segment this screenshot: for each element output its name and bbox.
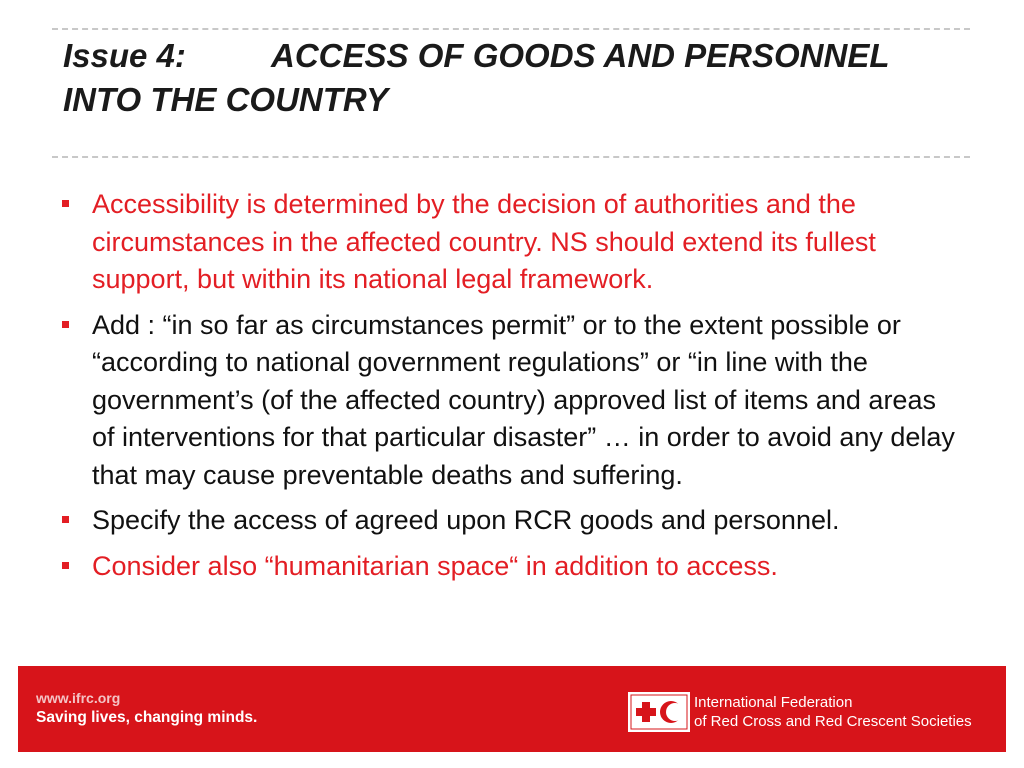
- title-divider: [52, 156, 970, 158]
- footer-url: www.ifrc.org: [36, 690, 121, 706]
- square-bullet-icon: [62, 516, 69, 523]
- organisation-name: [694, 693, 972, 731]
- bullet-text: Add : “in so far as circumstances permit” or to the extent possible or “according to national government regulations” or “in line with the government’s (of the affected country) approved list of items and areas of interventions for that particular disaster” … in order to avoid any delay that may cause preventable deaths and suffering.: [92, 309, 955, 490]
- bullet-item: [62, 502, 962, 540]
- title-issue-number: Issue 4:: [63, 37, 186, 74]
- bullet-item: [62, 186, 962, 299]
- square-bullet-icon: [62, 321, 69, 328]
- top-divider: [52, 28, 970, 30]
- org-name-line-2: of Red Cross and Red Crescent Societies: [694, 713, 972, 730]
- footer-bar: [18, 666, 1006, 752]
- title-line-1: ACCESS OF GOODS AND PERSONNEL: [271, 37, 890, 74]
- bullet-item: [62, 307, 962, 495]
- bullet-list: [62, 186, 962, 593]
- title-line-2: INTO THE COUNTRY: [63, 81, 389, 118]
- slide-title: [63, 34, 973, 122]
- org-name-line-1: International Federation: [694, 694, 853, 711]
- bullet-text: Consider also “humanitarian space“ in addition to access.: [92, 550, 778, 581]
- bullet-text: Accessibility is determined by the decision of authorities and the circumstances in the affected country. NS should extend its fullest support, but within its national legal framework.: [92, 189, 876, 294]
- footer-tagline: Saving lives, changing minds.: [36, 709, 258, 726]
- square-bullet-icon: [62, 200, 69, 207]
- bullet-text: Specify the access of agreed upon RCR goods and personnel.: [92, 505, 840, 535]
- red-cross-red-crescent-emblem-icon: [628, 692, 690, 732]
- square-bullet-icon: [62, 562, 69, 569]
- bullet-item: [62, 548, 962, 586]
